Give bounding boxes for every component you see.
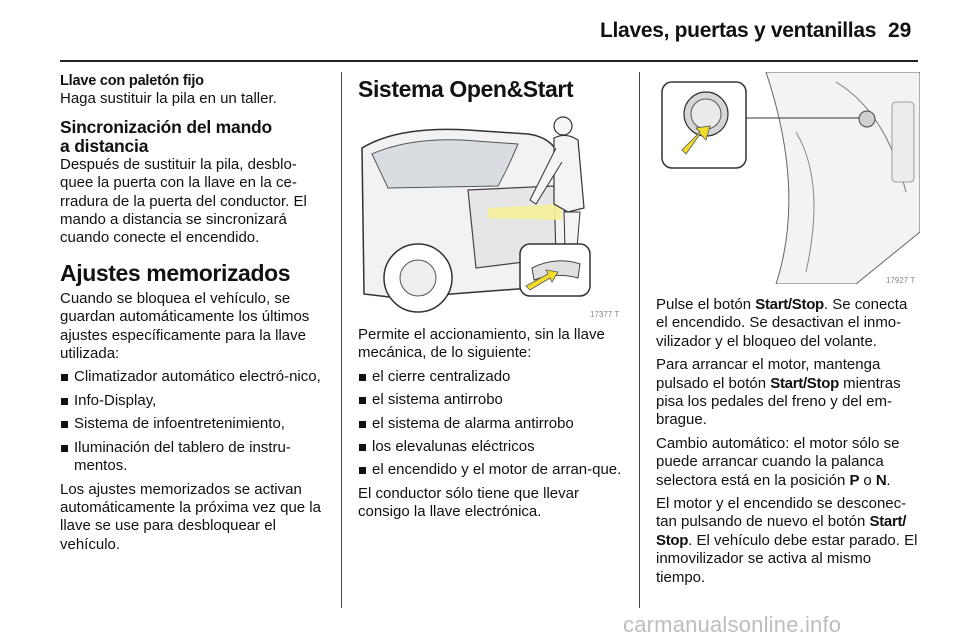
page-number: 29: [888, 19, 912, 42]
heading-line: Sincronización del mando: [60, 116, 273, 137]
heading-line: a distancia: [60, 135, 149, 156]
figure-code: 17377 T: [590, 310, 620, 318]
text: Pulse el botón: [656, 296, 756, 313]
list-item: Info-Display,: [60, 392, 328, 410]
list-item: Climatizador automático electró-nico,: [60, 368, 328, 386]
list-item: el cierre centralizado: [358, 368, 626, 386]
figure-code: 17927 T: [886, 276, 916, 284]
heading-sistema-open-start: Sistema Open&Start: [358, 76, 574, 102]
paragraph: El conductor sólo tiene que llevar consigo la llave electrónica.: [358, 484, 579, 521]
bullet-list: [358, 368, 626, 480]
paragraph: Después de sustituir la pila, desblo-quee la puerta con la llave en la ce-rradura de la puerta del conductor. El mando a distancia se sincronizará cuando conecte el encendido.: [60, 155, 307, 247]
list-item: los elevalunas eléctricos: [358, 438, 626, 456]
list-item: Sistema de infoentretenimiento,: [60, 415, 328, 433]
running-header-title: Llaves, puertas y ventanillas: [600, 19, 877, 42]
paragraph: [656, 495, 922, 587]
start-stop-label: Start/Stop: [770, 374, 839, 392]
column-divider-2: [639, 72, 640, 608]
paragraph: Los ajustes memorizados se activan automáticamente la próxima vez que la llave se use para desbloquear el vehículo.: [60, 480, 321, 553]
heading-ajustes-memorizados: Ajustes memorizados: [60, 259, 291, 286]
text: El motor y el encendido se desconec-tan pulsando de nuevo el botón: [656, 495, 907, 531]
text: Para arrancar el motor, mantenga pulsado el botón: [656, 356, 881, 392]
start-stop-button-illustration: [656, 72, 920, 284]
list-item: el encendido y el motor de arran-que.: [358, 461, 626, 479]
car-door-illustration: [358, 108, 620, 318]
start-stop-drawing: [656, 72, 920, 284]
text: mientras pisa los pedales del freno y del em-brague.: [656, 374, 901, 429]
text: .: [886, 471, 891, 489]
watermark: carmanualsonline.info: [623, 612, 842, 637]
gear-p-label: P: [849, 471, 860, 489]
paragraph: [656, 356, 922, 430]
list-item: el sistema antirrobo: [358, 391, 626, 409]
gear-n-label: N: [875, 471, 887, 489]
list-item: el sistema de alarma antirrobo: [358, 415, 626, 433]
text: Cambio automático: el motor sólo se puede arrancar cuando la palanca selectora está en la posición: [656, 434, 900, 489]
paragraph: Haga sustituir la pila en un taller.: [60, 90, 277, 108]
header-rule: [60, 60, 918, 62]
text: . Se conecta el encendido. Se desactivan el inmo-vilizador y el bloqueo del volante.: [656, 296, 908, 350]
column-2: [358, 72, 626, 527]
car-door-drawing: [358, 108, 620, 318]
paragraph: [656, 435, 922, 490]
paragraph: Permite el accionamiento, sin la llave mecánica, de lo siguiente:: [358, 326, 605, 362]
column-divider-1: [341, 72, 342, 608]
subheading-llave-paleton: Llave con paletón fijo: [60, 73, 204, 89]
text: . El vehículo debe estar parado. El inmovilizador se activa al mismo tiempo.: [656, 531, 918, 586]
heading-sincronizacion: [60, 118, 328, 156]
column-1: [60, 72, 328, 559]
column-3: [656, 72, 922, 592]
text: o: [859, 471, 876, 489]
bullet-list: [60, 368, 328, 475]
list-item: Iluminación del tablero de instru-mentos.: [60, 439, 328, 476]
start-stop-label: Start/ Stop: [656, 513, 907, 549]
paragraph: [656, 296, 922, 351]
start-stop-label: Start/Stop: [755, 296, 824, 313]
paragraph: Cuando se bloquea el vehículo, se guardan automáticamente los últimos ajustes específicamente para la llave utilizada:: [60, 289, 310, 363]
